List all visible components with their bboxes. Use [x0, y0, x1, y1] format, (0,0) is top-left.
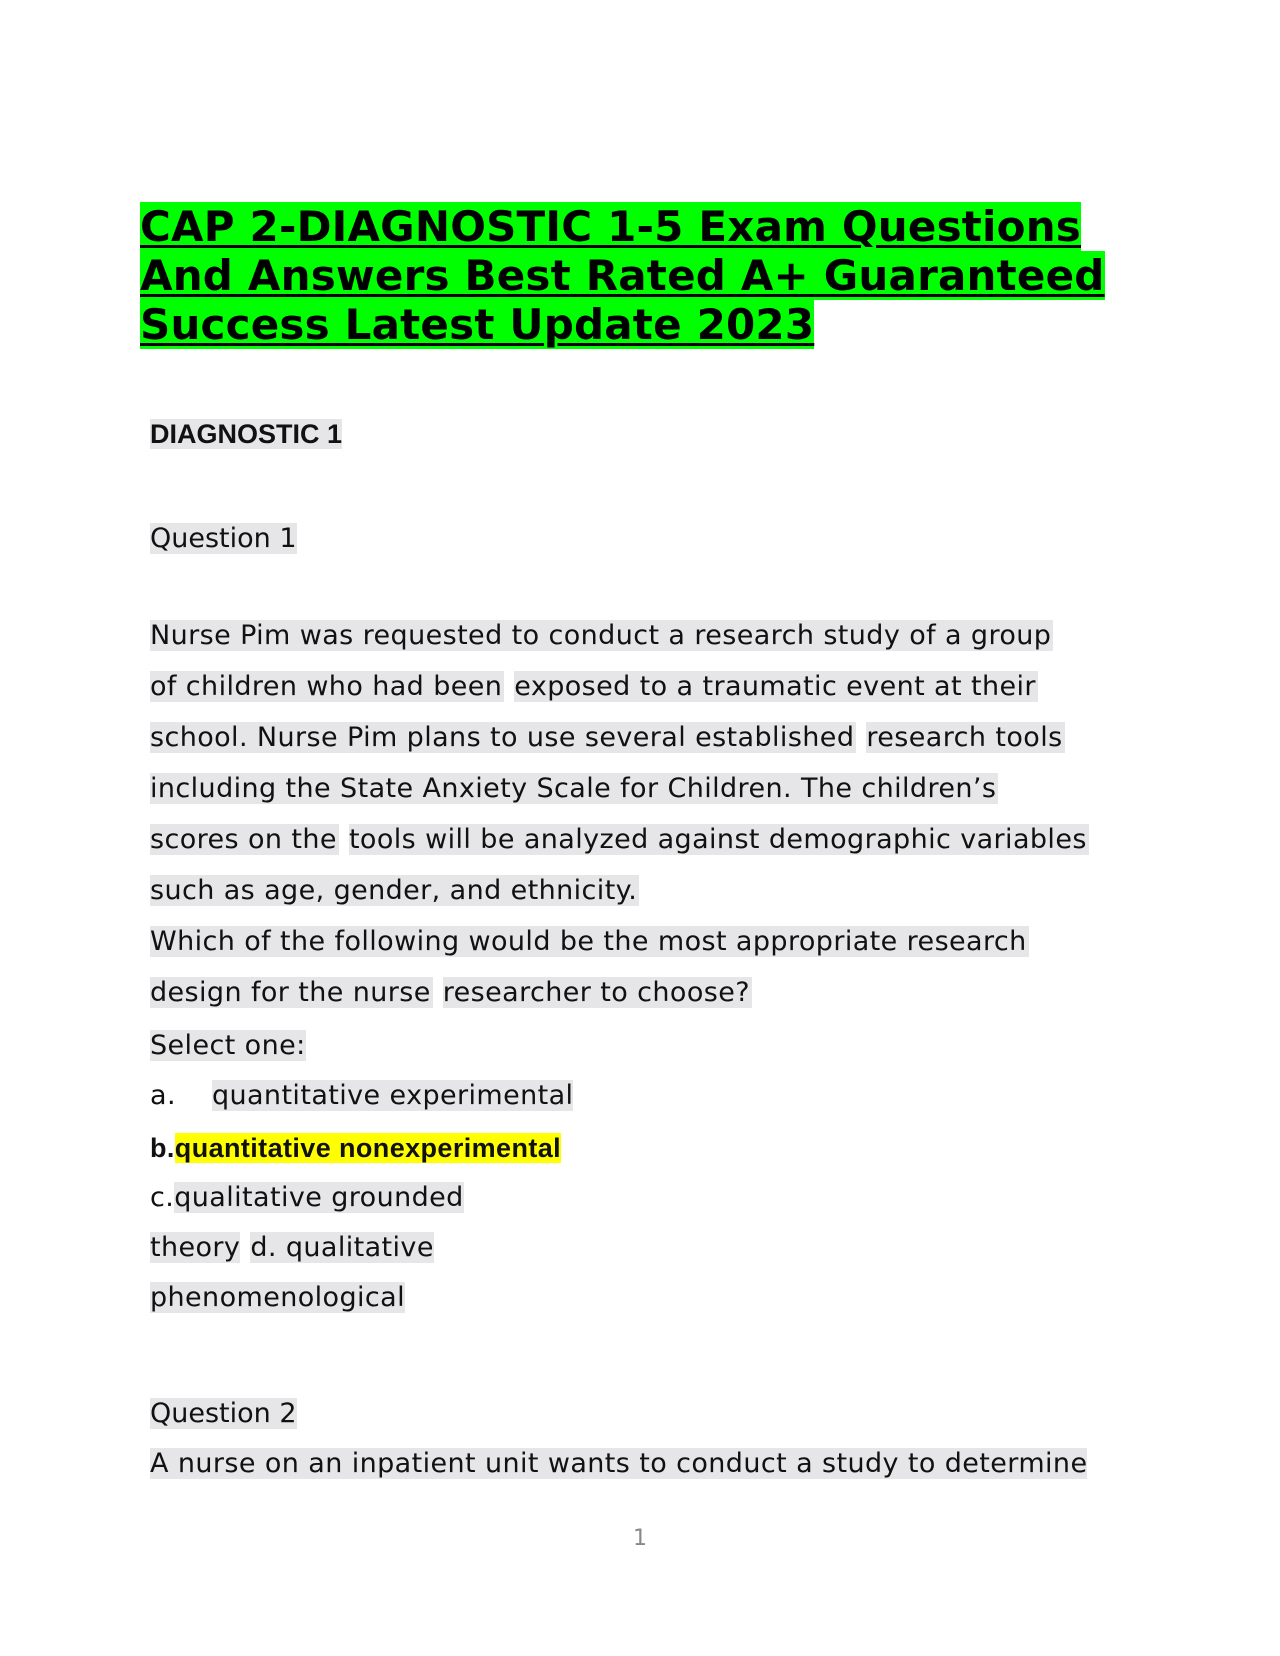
question-2-label: Question 2	[150, 1398, 297, 1429]
option-c-continued-and-d: theory d. qualitative	[150, 1232, 434, 1263]
section-heading: DIAGNOSTIC 1	[150, 419, 343, 449]
q1-line-3: school. Nurse Pim plans to use several established research tools	[150, 722, 1063, 753]
q1-line-6: such as age, gender, and ethnicity.	[150, 875, 638, 906]
page-number: 1	[633, 1526, 647, 1551]
q1-line-7: Which of the following would be the most appropriate research	[150, 926, 1027, 957]
question-1-body	[150, 610, 1160, 1018]
q1-line-5: scores on the tools will be analyzed against demographic variables	[150, 824, 1087, 855]
option-d-continued: phenomenological	[150, 1282, 405, 1313]
select-one-prompt: Select one:	[150, 1030, 306, 1061]
option-b-correct-answer: b.quantitative nonexperimental	[150, 1133, 562, 1163]
title-line-1: CAP 2-DIAGNOSTIC 1-5 Exam Questions	[140, 202, 1082, 251]
q1-line-8: design for the nurse researcher to choose?	[150, 977, 750, 1008]
document-title	[140, 202, 1150, 349]
q1-line-2: of children who had been exposed to a traumatic event at their	[150, 671, 1036, 702]
title-line-2: And Answers Best Rated A+ Guaranteed	[140, 251, 1105, 300]
question-2-first-line: A nurse on an inpatient unit wants to conduct a study to determine	[150, 1448, 1088, 1479]
question-1-label: Question 1	[150, 523, 297, 554]
option-a: a. quantitative experimental	[150, 1080, 574, 1111]
option-c: c.qualitative grounded	[150, 1182, 464, 1213]
q1-line-4: including the State Anxiety Scale for Children. The children’s	[150, 773, 997, 804]
title-line-3: Success Latest Update 2023	[140, 300, 815, 349]
q1-line-1: Nurse Pim was requested to conduct a research study of a group	[150, 620, 1052, 651]
